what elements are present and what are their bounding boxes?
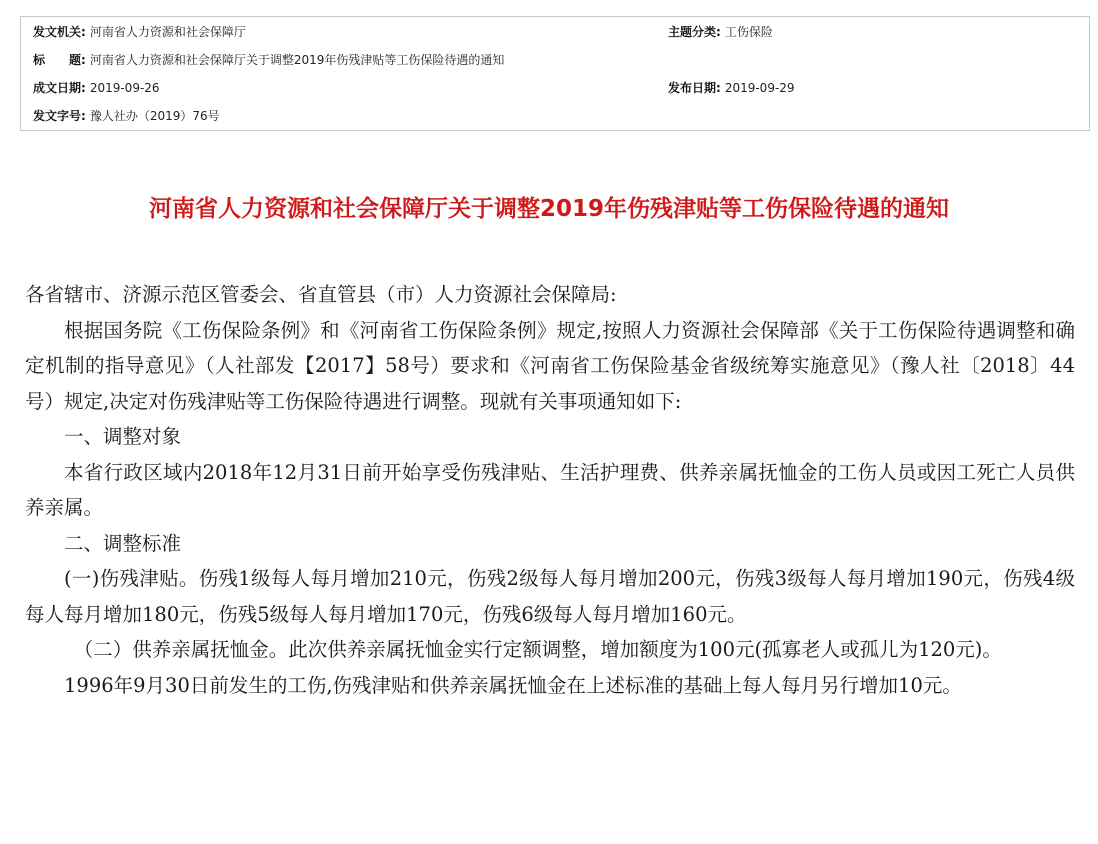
doc-number-label: 发文字号: bbox=[33, 109, 86, 123]
doc-number-cell bbox=[33, 102, 220, 130]
targets-paragraph: 本省行政区域内2018年12月31日前开始享受伤残津贴、生活护理费、供养亲属抚恤金的工伤人员或因工死亡人员供养亲属。 bbox=[25, 460, 1075, 519]
written-date-label: 成文日期: bbox=[33, 81, 86, 95]
disability-allowance-paragraph: (一)伤残津贴。伤残1级每人每月增加210元，伤残2级每人每月增加200元，伤残3级每人每月增加190元，伤残4级每人每月增加180元，伤残5级每人每月增加170元，伤残6级每人每月增加160元。 bbox=[25, 567, 1075, 626]
category-label: 主题分类: bbox=[668, 25, 721, 39]
written-date-cell bbox=[33, 74, 160, 102]
issuer-cell bbox=[33, 18, 246, 46]
title-cell bbox=[33, 46, 504, 74]
pre-1996-injury-paragraph: 1996年9月30日前发生的工伤,伤残津贴和供养亲属抚恤金在上述标准的基础上每人每月另行增加10元。 bbox=[64, 673, 962, 697]
issuer-label: 发文机关: bbox=[33, 25, 86, 39]
metadata-row-issuer bbox=[21, 18, 1089, 46]
salutation-paragraph: 各省辖市、济源示范区管委会、省直管县（市）人力资源社会保障局: bbox=[25, 283, 617, 306]
dependent-pension-paragraph: （二）供养亲属抚恤金。此次供养亲属抚恤金实行定额调整，增加额度为100元(孤寡老人或孤儿为120元)。 bbox=[73, 638, 1002, 661]
title-label: 标 题: bbox=[33, 53, 86, 67]
document-title: 河南省人力资源和社会保障厅关于调整2019年伤残津贴等工伤保险待遇的通知 bbox=[148, 196, 949, 222]
metadata-row-doc-number bbox=[21, 102, 1089, 130]
section-heading-targets: 一、调整对象 bbox=[64, 425, 182, 448]
category-value: 工伤保险 bbox=[724, 25, 773, 39]
written-date-value: 2019-09-26 bbox=[89, 81, 160, 95]
publish-date-cell bbox=[668, 74, 795, 102]
section-heading-standards: 二、调整标准 bbox=[64, 531, 182, 555]
intro-paragraph: 根据国务院《工伤保险条例》和《河南省工伤保险条例》规定,按照人力资源社会保障部《关于工伤保险待遇调整和确定机制的指导意见》（人社部发【2017】58号）要求和《河南省工伤保险基金省级统筹实施意见》（豫人社〔2018〕44号）规定,决定对伤残津贴等工伤保险待遇进行调整。现就有关事项通知如下: bbox=[25, 318, 1075, 413]
document-metadata-table bbox=[20, 16, 1090, 131]
metadata-row-dates bbox=[21, 74, 1089, 102]
publish-date-label: 发布日期: bbox=[668, 81, 721, 95]
issuer-value: 河南省人力资源和社会保障厅 bbox=[89, 25, 246, 39]
metadata-row-title bbox=[21, 46, 1089, 74]
title-value: 河南省人力资源和社会保障厅关于调整2019年伤残津贴等工伤保险待遇的通知 bbox=[89, 53, 505, 67]
document-body bbox=[25, 277, 1075, 703]
category-cell bbox=[668, 18, 773, 46]
doc-number-value: 豫人社办（2019）76号 bbox=[89, 109, 220, 123]
publish-date-value: 2019-09-29 bbox=[724, 81, 795, 95]
